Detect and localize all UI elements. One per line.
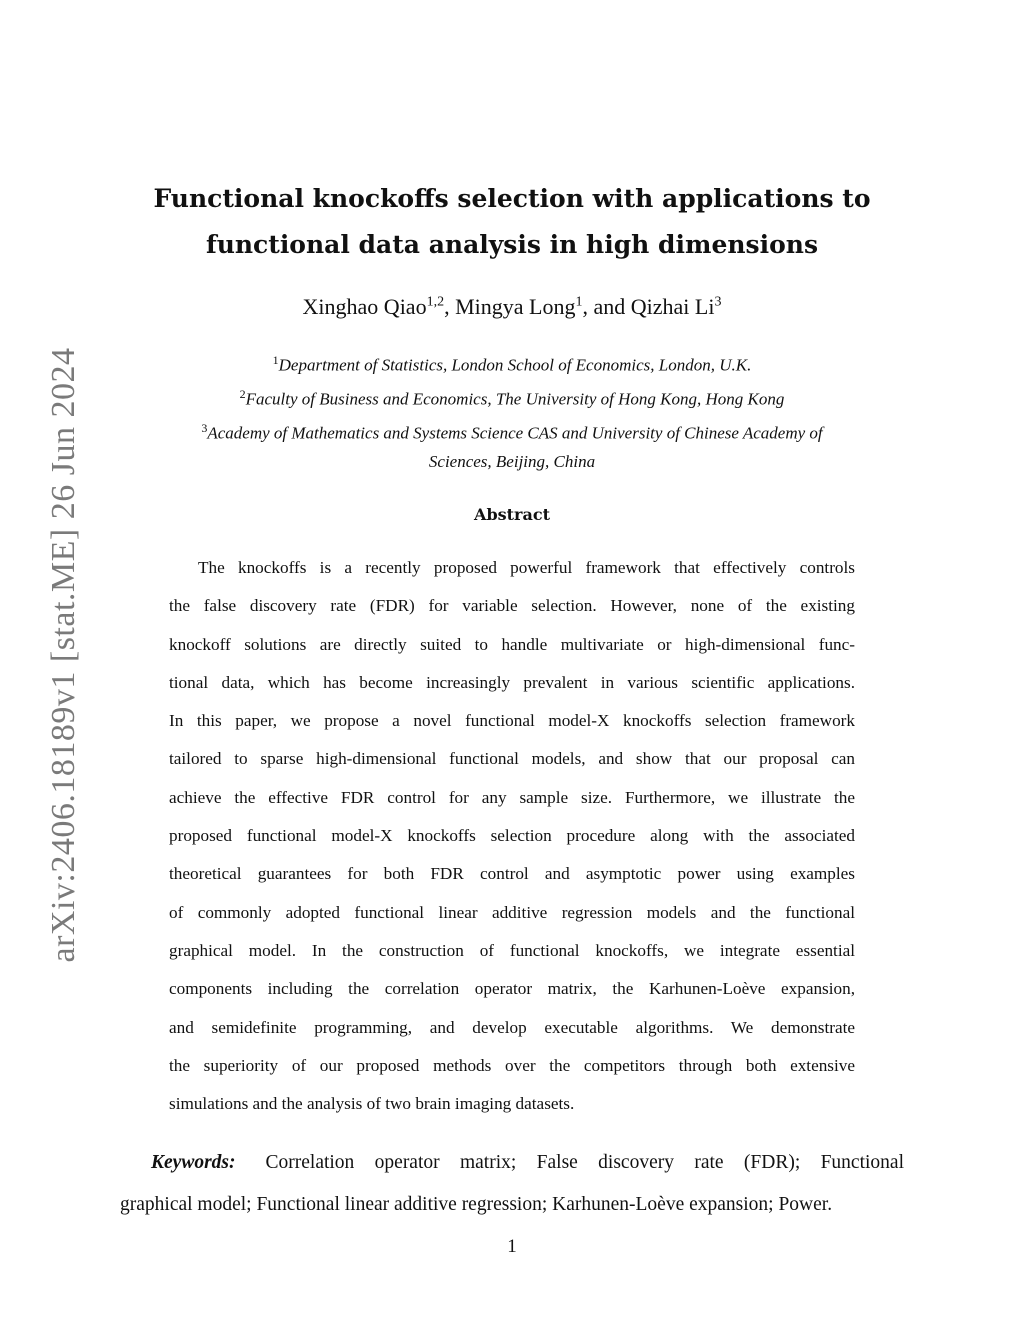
affiliation-mark: 3 <box>201 421 208 436</box>
affiliation-text: Department of Statistics, London School of Economics, London, U.K. <box>278 355 752 375</box>
paper-title-line-1: Functional knockoffs selection with applications to <box>153 184 871 213</box>
author-name: Mingya Long <box>455 294 576 319</box>
paper-title-line-2: functional data analysis in high dimensions <box>205 230 819 259</box>
abstract-line: knockoff solutions are directly suited to handle multivariate or high-dimensional func- <box>169 634 855 654</box>
author-separator: , <box>444 294 456 319</box>
paper-title <box>0 176 1024 268</box>
abstract-heading: Abstract <box>474 505 550 524</box>
keywords-text: Correlation operator matrix; False discovery rate (FDR); Functional <box>265 1152 904 1173</box>
affiliation-2 <box>140 380 884 414</box>
abstract-line: graphical model. In the construction of functional knockoffs, we integrate essential <box>169 940 855 960</box>
affiliation-list <box>140 346 884 477</box>
abstract-line: and semidefinite programming, and develop executable algorithms. We demonstrate <box>169 1017 855 1037</box>
author-separator: , and <box>582 294 631 319</box>
abstract-line: the superiority of our proposed methods over the competitors through both extensive <box>169 1055 855 1075</box>
affiliation-text: Academy of Mathematics and Systems Science CAS and University of Chinese Academy of <box>207 423 823 443</box>
arxiv-identifier-stamp: arXiv:2406.18189v1 [stat.ME] 26 Jun 2024 <box>45 347 82 963</box>
abstract-line: the false discovery rate (FDR) for variable selection. However, none of the existing <box>169 596 855 616</box>
author-name: Qizhai Li <box>630 294 715 319</box>
abstract-line: In this paper, we propose a novel functional model-X knockoffs selection framework <box>169 711 855 731</box>
abstract-line: tailored to sparse high-dimensional functional models, and show that our proposal can <box>169 749 855 769</box>
affiliation-3 <box>140 414 884 477</box>
keywords-label: Keywords: <box>151 1152 236 1173</box>
affiliation-1 <box>140 346 884 380</box>
page-number: 1 <box>507 1236 517 1257</box>
abstract-line: theoretical guarantees for both FDR control and asymptotic power using examples <box>169 864 855 884</box>
author-affiliation-mark: 3 <box>714 294 722 310</box>
abstract-line: components including the correlation operator matrix, the Karhunen-Loève expansion, <box>169 979 855 999</box>
affiliation-mark: 1 <box>272 353 279 367</box>
affiliation-text: Faculty of Business and Economics, The University of Hong Kong, Hong Kong <box>245 389 785 409</box>
abstract-line: proposed functional model-X knockoffs selection procedure along with the associated <box>169 826 855 846</box>
author-affiliation-mark: 1 <box>575 294 583 310</box>
affiliation-mark: 2 <box>239 387 246 402</box>
keywords-section <box>120 1142 904 1226</box>
author-name: Xinghao Qiao <box>302 294 427 319</box>
affiliation-text-continued: Sciences, Beijing, China <box>428 452 596 472</box>
keywords-line-1 <box>120 1142 904 1184</box>
abstract-body <box>169 549 855 1123</box>
keywords-line-2: graphical model; Functional linear additive regression; Karhunen-Loève expansion; Power. <box>120 1194 833 1215</box>
abstract-line: achieve the effective FDR control for any sample size. Furthermore, we illustrate the <box>169 787 855 807</box>
abstract-line: tional data, which has become increasingly prevalent in various scientific applications. <box>169 672 855 692</box>
abstract-line: The knockoffs is a recently proposed powerful framework that effectively controls <box>198 558 855 577</box>
author-list <box>0 294 1024 320</box>
abstract-line: simulations and the analysis of two brain imaging datasets. <box>169 1094 575 1114</box>
author-affiliation-mark: 1,2 <box>426 294 445 310</box>
abstract-line: of commonly adopted functional linear additive regression models and the functional <box>169 902 855 922</box>
